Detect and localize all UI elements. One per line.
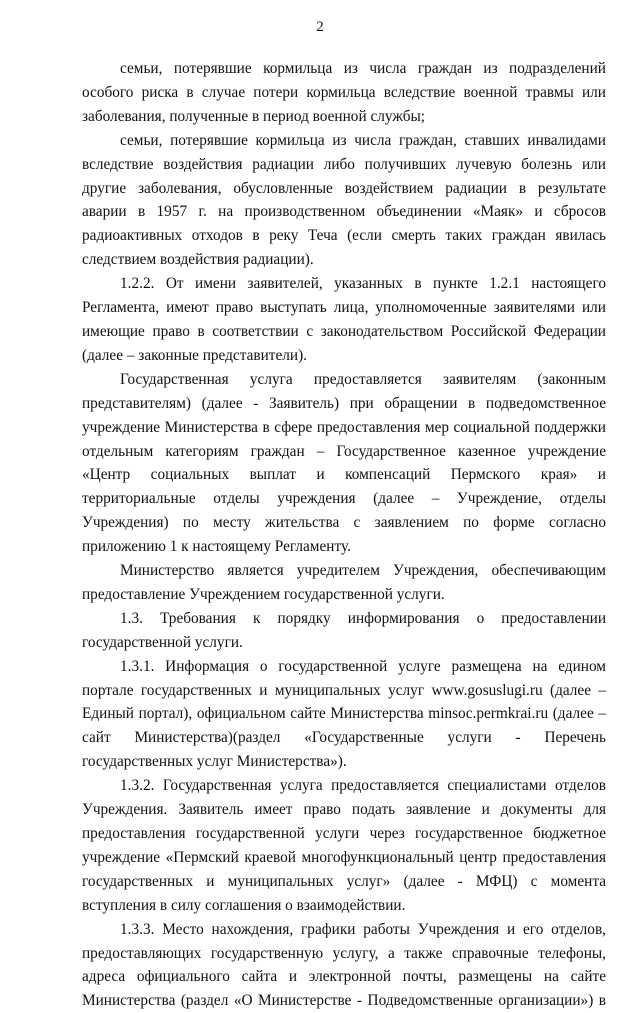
document-body <box>82 57 606 1013</box>
paragraph <box>82 559 606 607</box>
text-line: сайт Министерства)(раздел «Государственные услуги - Перечень <box>82 729 606 747</box>
text-line: Государственная услуга предоставляется заявителям (законным <box>120 370 606 388</box>
text-line: семьи, потерявшие кормильца из числа граждан из подразделений <box>120 60 606 77</box>
text-line: 1.3.2. Государственная услуга предоставляется специалистами отделов <box>120 777 606 795</box>
text-line: государственных услуг Министерства»). <box>82 753 347 771</box>
text-line: вследствие воздействия радиации либо получивших лучевую болезнь или <box>82 155 606 173</box>
text-line: (далее – законные представители). <box>82 346 307 364</box>
text-line: заболевания, полученные в период военной службы; <box>82 107 426 125</box>
paragraph <box>82 57 606 129</box>
text-line: представителям) (далее - Заявитель) при обращении в подведомственное <box>82 394 606 412</box>
text-line: следствием воздействия радиации). <box>82 251 314 269</box>
text-line: адреса официального сайта и электронной почты, размещены на сайте <box>82 968 606 986</box>
paragraph <box>82 368 606 559</box>
text-line: Регламента, имеют право выступать лица, уполномоченные заявителями или <box>82 299 606 317</box>
paragraph <box>82 918 606 1013</box>
text-line: территориальные отделы учреждения (далее – Учреждение, отделы <box>82 490 606 508</box>
text-line: имеющие право в соответствии с законодательством Российской Федерации <box>82 322 606 340</box>
text-line: учреждение «Пермский краевой многофункциональный центр предоставления <box>82 848 606 866</box>
text-line: другие заболевания, обусловленные воздействием радиации в результате <box>82 179 606 197</box>
text-line: государственных и муниципальных услуг» (далее - МФЦ) с момента <box>82 872 606 890</box>
text-line: вступления в силу соглашения о взаимодействии. <box>82 896 406 914</box>
text-line: Учреждения) по месту жительства с заявлением по форме согласно <box>82 514 606 532</box>
text-line: Учреждения. Заявитель имеет право подать заявление и документы для <box>82 801 606 819</box>
text-line: Единый портал), официальном сайте Министерства minsoc.permkrai.ru (далее – <box>82 705 606 723</box>
text-line: Министерства (раздел «О Министерстве - Подведомственные организации») в <box>82 992 606 1010</box>
text-line: 1.3.3. Место нахождения, графики работы Учреждения и его отделов, <box>120 920 606 938</box>
text-line: отдельным категориям граждан – Государственное казенное учреждение <box>82 442 606 460</box>
text-line: 1.3. Требования к порядку информирования о предоставлении <box>120 609 606 627</box>
text-line: Министерство является учредителем Учреждения, обеспечивающим <box>120 562 606 580</box>
text-line: портале государственных и муниципальных услуг www.gosuslugi.ru (далее – <box>82 681 606 699</box>
paragraph <box>82 655 606 775</box>
text-line: 1.3.1. Информация о государственной услуге размещена на едином <box>120 657 606 675</box>
text-line: предоставляющих государственную услугу, а также справочные телефоны, <box>82 944 606 962</box>
text-line: государственной услуги. <box>82 633 243 651</box>
text-line: особого риска в случае потери кормильца вследствие военной травмы или <box>82 83 606 101</box>
paragraph <box>82 272 606 368</box>
text-line: приложению 1 к настоящему Регламенту. <box>82 538 351 556</box>
paragraph <box>82 607 606 655</box>
text-line: 1.2.2. От имени заявителей, указанных в пункте 1.2.1 настоящего <box>120 275 606 293</box>
text-line: предоставление Учреждением государственной услуги. <box>82 585 445 603</box>
text-line: учреждение Министерства в сфере предоставления мер социальной поддержки <box>82 418 606 436</box>
text-line: предоставления государственной услуги через государственное бюджетное <box>82 825 606 842</box>
paragraph <box>82 774 606 917</box>
paragraph <box>82 129 606 272</box>
text-line: радиоактивных отходов в реку Теча (если смерть таких граждан явилась <box>82 227 606 245</box>
text-line: аварии в 1957 г. на производственном объединении «Маяк» и сбросов <box>82 203 606 221</box>
text-line: «Центр социальных выплат и компенсаций Пермского края» и <box>82 466 606 484</box>
page-number: 2 <box>316 19 324 35</box>
text-line: семьи, потерявшие кормильца из числа граждан, ставших инвалидами <box>120 131 606 149</box>
